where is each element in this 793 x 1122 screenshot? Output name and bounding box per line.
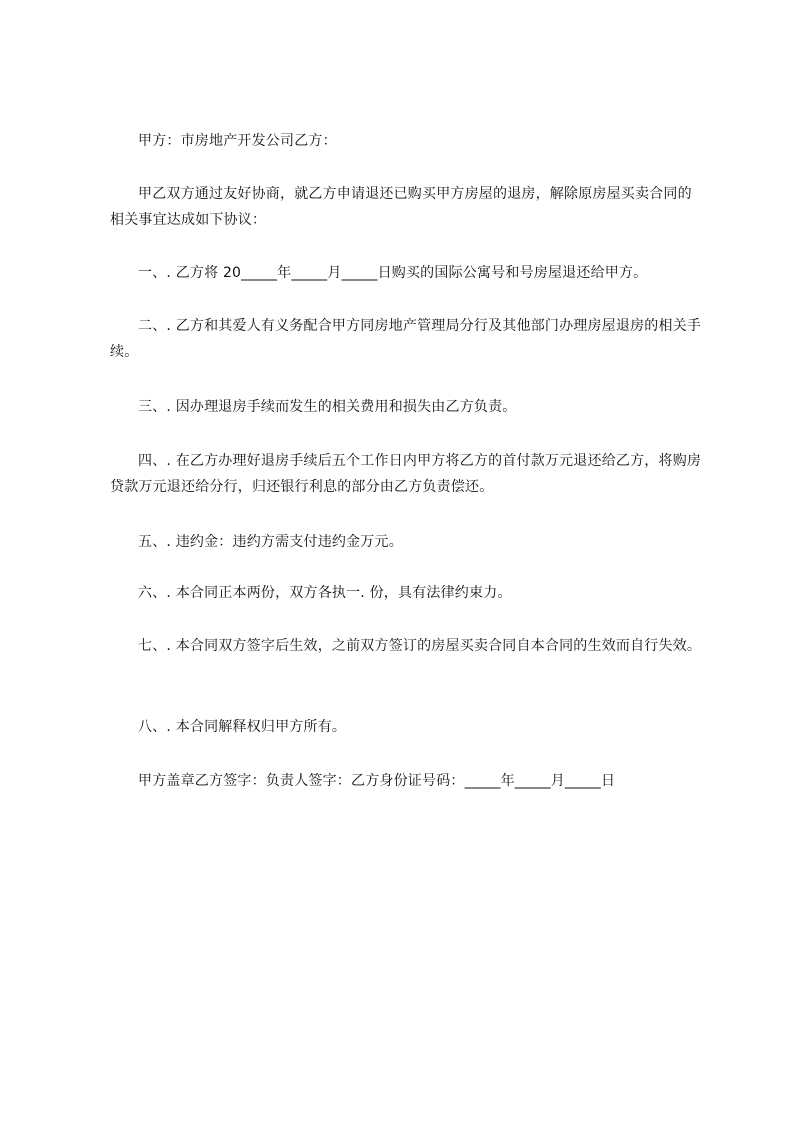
clause-8: 八、. 本合同解释权归甲方所有。 (138, 719, 347, 735)
clause-4: 四、. 在乙方办理好退房手续后五个工作日内甲方将乙方的首付款万元退还给乙方，将购房贷款万元退还给分行，归还银行利息的部分由乙方负责偿还。 (110, 453, 702, 495)
clause-1: 一、. 乙方将 20_____年_____月_____日购买的国际公寓号和号房屋退还给甲方。 (138, 265, 648, 281)
clause-2: 二、. 乙方和其爱人有义务配合甲方同房地产管理局分行及其他部门办理房屋退房的相关手续。 (110, 318, 702, 360)
intro-paragraph: 甲乙双方通过友好协商，就乙方申请退还已购买甲方房屋的退房，解除原房屋买卖合同的相关事宜达成如下协议： (110, 186, 692, 228)
clause-6: 六、. 本合同正本两份，双方各执一. 份，具有法律约束力。 (138, 585, 512, 601)
clause-5: 五、. 违约金：违约方需支付违约金万元。 (138, 534, 403, 550)
clause-3: 三、. 因办理退房手续而发生的相关费用和损失由乙方负责。 (138, 399, 517, 415)
parties-line: 甲方：市房地产开发公司乙方： (138, 133, 337, 149)
clause-7: 七、. 本合同双方签字后生效，之前双方签订的房屋买卖合同自本合同的生效而自行失效。 (138, 638, 702, 654)
signature-line: 甲方盖章乙方签字：负责人签字：乙方身份证号码：_____年_____月_____日 (138, 773, 616, 789)
